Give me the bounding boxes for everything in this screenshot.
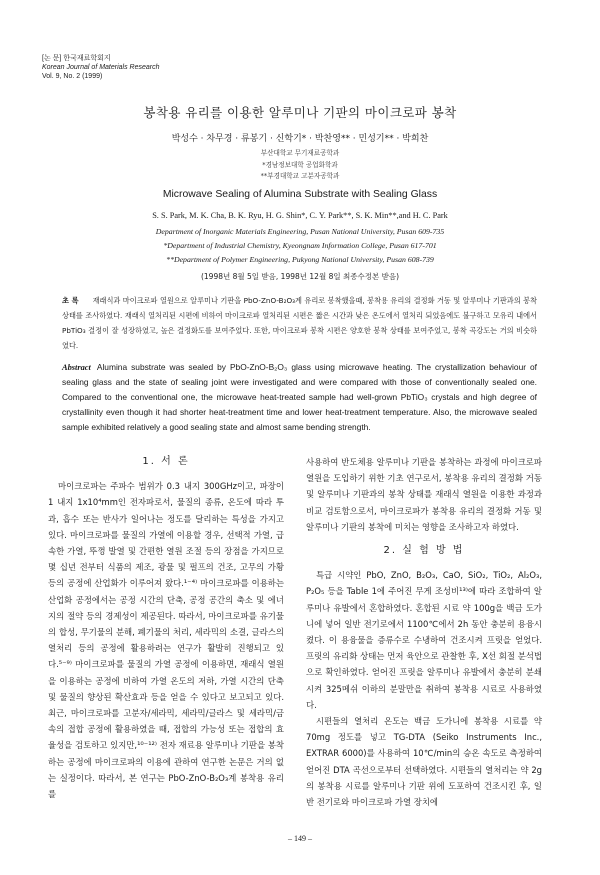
affiliation-en-1: Department of Inorganic Materials Engineering, Pusan National University, Pusan 609-735 (155, 227, 445, 236)
title-korean: 봉착용 유리를 이용한 알루미나 기판의 마이크로파 봉착 (143, 105, 457, 120)
affiliation-ko-2: *경남정보대학 공업화학과 (262, 160, 338, 169)
abstract-korean (62, 293, 537, 353)
column-left (48, 454, 284, 802)
abstract-english-text: Alumina substrate was sealed by PbO-ZnO-B₂O₃ glass using microwave heating. The crystallization behaviour of sealing glass and the state of sealing joint were investigated and were compared with those of conventionally sealed one. Compared to the conventional one, the microwave heat-treated sample had well-grown PbTiO₃ crystals and high degree of crystallinity even though it had shorter heat-treatment time and lower heat-treatment temperature. Also, the microwave sealed sample exhibited relatively a good sealing state and almost same bending strength. (62, 362, 537, 432)
affiliation-en-2: *Department of Industrial Chemistry, Kyeongnam Information College, Pusan 617-701 (163, 240, 437, 250)
affiliations-korean (0, 148, 600, 183)
affiliation-ko-1: 부산대학교 무기재료공학과 (260, 149, 340, 157)
authors-korean: 박성수 · 차무경 · 류봉기 · 신학기* · 박찬영** · 민성기** · 박희찬 (171, 134, 429, 144)
affiliation-en-3: **Department of Polymer Engineering, Pukyong National University, Pusan 608-739 (166, 254, 434, 264)
received-dates: (1998년 8월 5일 받음, 1998년 12월 8일 최종수정본 받음) (200, 272, 399, 281)
section2-para2: 시편들의 열처리 온도는 백금 도가니에 봉착용 시료를 약 70mg 정도를 넣고 TG-DTA (Seiko Instruments Inc., EXTRAR 6000)를 사용하여 10℃/min의 승온 속도로 측정하여 얻어진 DTA 곡선으로부터 선택하였다. 시편들의 열처리는 약 2g의 봉착용 시료를 알루미나 기판 위에 도포하여 건조시킨 후, 일반 전기로와 마이크로파 가열 장치에 (306, 716, 542, 808)
journal-volume: Vol. 9, No. 2 (1999) (42, 72, 103, 80)
abstract-english-label: Abstract (62, 363, 91, 372)
column-right (306, 454, 542, 810)
abstract-korean-label: 초 록 (62, 296, 79, 305)
title-english: Microwave Sealing of Alumina Substrate with Sealing Glass (162, 189, 438, 200)
journal-info (42, 55, 160, 81)
section1-text: 마이크로파는 주파수 범위가 0.3 내지 300GHz이고, 파장이 1 내지 1x10⁴mm인 전자파로서, 물질의 종류, 온도에 따라 투과, 흡수 또는 반사가 일어나는 정도를 달리하는 특성을 가지고 있다. 마이크로파를 물질의 가열에 이용할 경우, 선택적 가열, 급속한 가열, 뚜껑 발열 및 간편한 열원 조절 등의 장점을 가지므로 몇 십년 전부터 식품의 제조, 광물 및 펄프의 건조, 고무의 가황 등의 공정에 산업화가 이루어져 왔다.¹⁻⁴⁾ 마이크로파를 이용하는 산업화 공정에서는 공정 시간의 단축, 공정 공간의 축소 및 에너지의 절약 등의 경제성이 제공된다. 따라서, 마이크로파를 유기물의 합성, 무기물의 분해, 폐기물의 처리, 세라믹의 소결, 글라스의 열처리 등의 공정에 활용하려는 연구가 활발히 진행되고 있다.⁵⁻⁹⁾ 마이크로파를 물질의 가열 공정에 이용하면, 재래식 열원을 이용하는 공정에 비하여 가열 온도의 저하, 가열 시간의 단축 및 물질의 향상된 확산효과 등을 얻을 수 있다고 보고되고 있다. 최근, 마이크로파를 고분자/세라믹, 세라믹/글라스 및 세라믹/금속의 접합 공정에 활용하였을 때, 접합의 가능성 또는 접합의 효율성을 검토하고 있지만,¹⁰⁻¹²⁾ 전자 재료용 알루미나 기판을 봉착하는 공정에 마이크로파의 이용에 관하여 연구한 논문은 거의 없는 실정이다. 따라서, 본 연구는 PbO-ZnO-B₂O₃계 봉착용 유리를 (48, 481, 284, 800)
intro-continuation: 사용하여 반도체용 알루미나 기판을 봉착하는 과정에 마이크로파 열원을 도입하기 위한 기초 연구로서, 봉착용 유리의 결정화 거동 및 알루미나 기판과의 봉착 상태를 재래식 열원을 이용한 과정과 비교 검토함으로서, 마이크로파가 봉착용 유리의 결정화 거동 및 알루미나 기판의 봉착에 미치는 영향을 조사하고자 하였다. (306, 457, 542, 532)
affiliations-english (0, 225, 600, 266)
abstract-english (62, 360, 537, 435)
section2-heading: 2. 실 험 방 법 (383, 545, 465, 557)
page-number: – 149 – (288, 834, 312, 843)
authors-english: S. S. Park, M. K. Cha, B. K. Ryu, H. G. Shin*, C. Y. Park**, S. K. Min**,and H. C. Park (152, 211, 448, 220)
section1-heading: 1. 서 론 (142, 456, 190, 467)
section2-para1: 특급 시약인 PbO, ZnO, B₂O₃, CaO, SiO₂, TiO₂, Al₂O₃, P₂O₅ 등을 Table 1에 주어진 무게 조성비¹³⁾에 따라 조합하여 알루미나 유발에서 혼합하였다. 혼합된 시료 약 100g을 백금 도가니에 넣어 일반 전기로에서 1100℃에서 2h 동안 충분히 용융시켰다. 이 용융물을 증류수로 수냉하여 건조시켜 프릿을 얻었다. 프릿의 유리화 상태는 먼저 육안으로 관찰한 후, X선 회절 분석법으로 확인하였다. 얻어진 프릿을 알루미나 유발에서 충분히 분쇄시켜 325메쉬 이하의 분말만을 취하여 봉착용 시료로 사용하였다. (306, 570, 542, 710)
affiliation-ko-3: **부경대학교 고분자공학과 (260, 172, 340, 180)
journal-name: Korean Journal of Materials Research (42, 63, 160, 71)
journal-category: [논 문] 한국재료학회지 (42, 55, 111, 62)
abstract-korean-text: 재래식과 마이크로파 열원으로 알루미나 기판을 PbO-ZnO-B₂O₃계 유리로 봉착했을때, 봉착용 유리의 결정화 거동 및 알루미나 기판과의 봉착상태를 조사하였다. 재래식 열처리된 시편에 비하여 마이크로파 열처리된 시편은 짧은 시간과 낮은 온도에서 열처리 되었음에도 불구하고 모유리 내에서 PbTiO₃ 결정이 잘 성장하였고, 높은 결정화도를 보여주었다. 또한, 마이크로파 봉착 시편은 양호한 봉착 상태를 보여주었고, 봉착 곡강도는 거의 비슷하였다. (62, 296, 537, 350)
